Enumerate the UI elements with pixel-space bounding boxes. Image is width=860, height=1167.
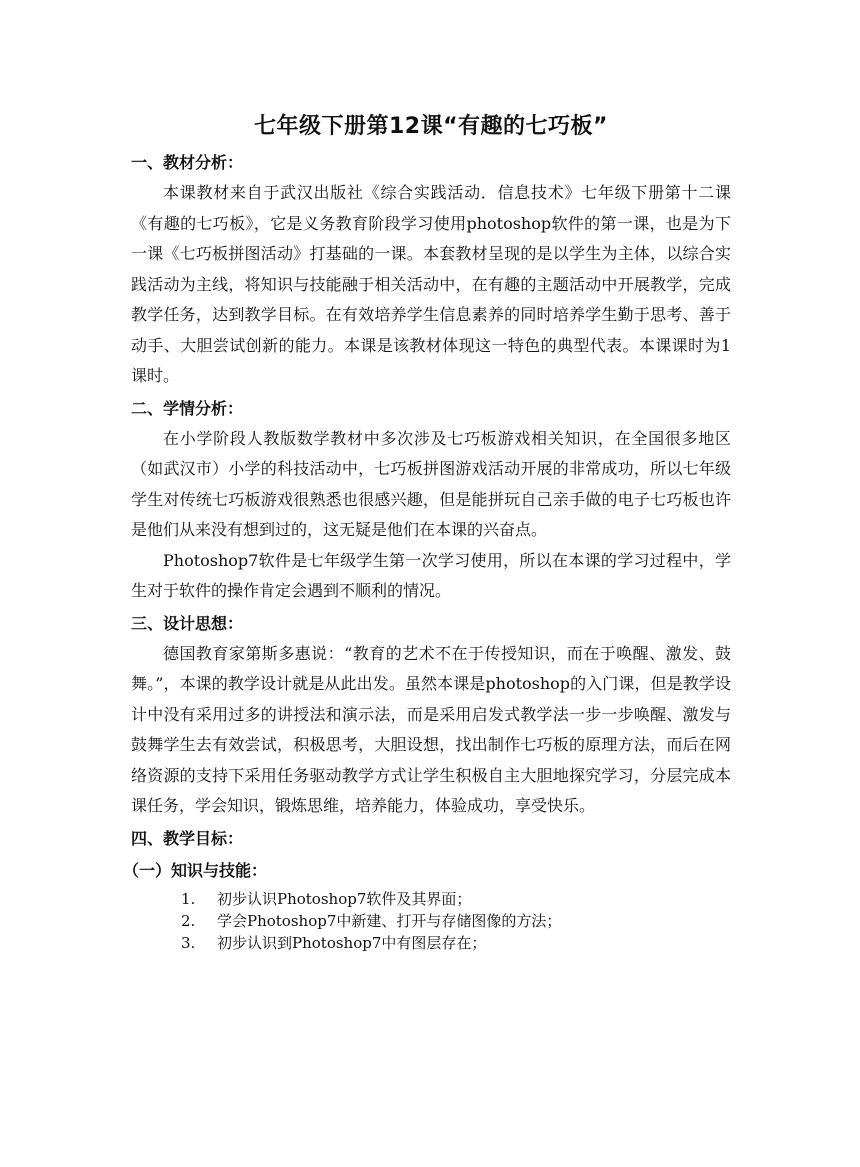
list-text: 学会Photoshop7中新建、打开与存储图像的方法； [217,911,562,930]
list-item [131,910,731,932]
section-heading-teaching-goals: 四、教学目标： [131,828,244,848]
section-heading-design-idea: 三、设计思想： [131,613,244,633]
paragraph: 本课教材来自于武汉出版社《综合实践活动．信息技术》七年级下册第十二课《有趣的七巧板》，它是义务教育阶段学习使用photoshop软件的第一课，也是为下一课《七巧板拼图活动》打基础的一课。本套教材呈现的是以学生为主体，以综合实践活动为主线，将知识与技能融于相关活动中，在有趣的主题活动中开展教学，完成教学任务，达到教学目标。在有效培养学生信息素养的同时培养学生勤于思考、善于动手、大胆尝试创新的能力。本课是该教材体现这一特色的典型代表。本课课时为1课时。 [131,183,731,385]
paragraph: 德国教育家第斯多惠说：“教育的艺术不在于传授知识，而在于唤醒、激发、鼓舞。”，本课的教学设计就是从此出发。虽然本课是photoshop的入门课，但是教学设计中没有采用过多的讲授法和演示法，而是采用启发式教学法一步一步唤醒、激发与鼓舞学生去有效尝试，积极思考，大胆设想，找出制作七巧板的原理方法，而后在网络资源的支持下采用任务驱动教学方式让学生积极自主大胆地探究学习，分层完成本课任务，学会知识，锻炼思维，培养能力，体验成功，享受快乐。 [131,643,731,815]
list-item [131,932,731,954]
list-number: 1. [181,889,196,908]
document-title: 七年级下册第12课“有趣的七巧板” [253,114,609,139]
list-number: 3. [181,933,196,952]
list-text: 初步认识Photoshop7软件及其界面； [217,889,472,908]
paragraph: 在小学阶段人教版数学教材中多次涉及七巧板游戏相关知识，在全国很多地区（如武汉市）小学的科技活动中，七巧板拼图游戏活动开展的非常成功，所以七年级学生对传统七巧板游戏很熟悉也很感兴趣，但是能拼玩自己亲手做的电子七巧板也许是他们从来没有想到过的，这无疑是他们在本课的兴奋点。 [131,428,731,539]
paragraph: Photoshop7软件是七年级学生第一次学习使用，所以在本课的学习过程中，学生对于软件的操作肯定会遇到不顺利的情况。 [131,550,731,600]
document-content [123,110,731,954]
list-number: 2. [181,911,196,930]
list-text: 初步认识到Photoshop7中有图层存在； [217,933,487,952]
list-item [131,888,731,910]
section-heading-textbook-analysis: 一、教材分析： [131,153,244,172]
goal-list [131,888,731,954]
subsection-heading-knowledge-skills: （一）知识与技能： [123,860,268,880]
section-heading-student-analysis: 二、学情分析： [131,398,244,418]
